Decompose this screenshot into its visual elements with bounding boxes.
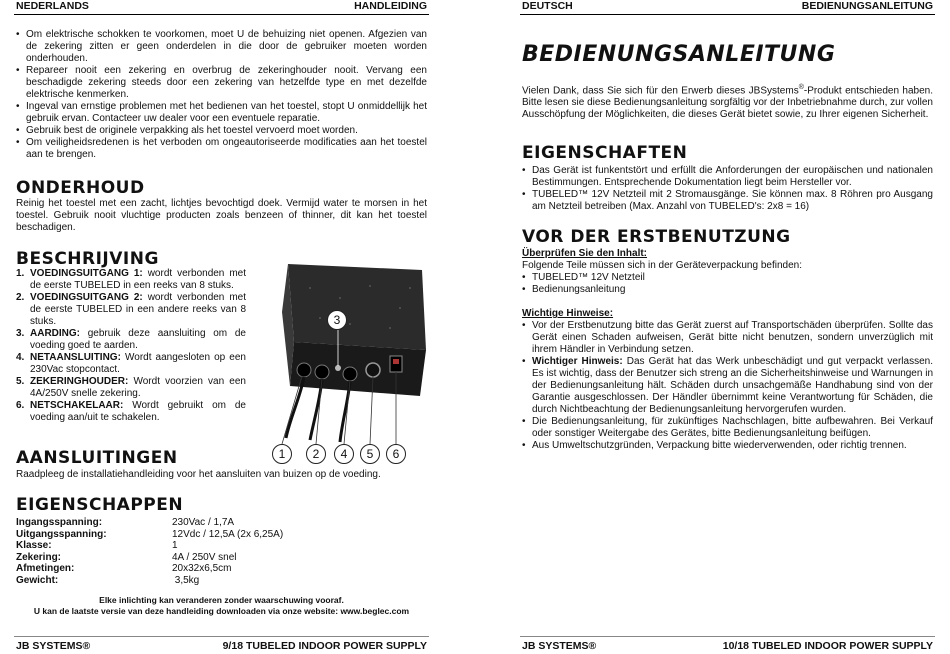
erstbenutzung-content — [522, 248, 933, 452]
onderhoud-text: Reinig het toestel met een zacht, lichtjes bevochtigd doek. Vermijd water te morsen in het toestel. Gebruik nooit vluchtige producten zoals benzeen of thinner, dit kan het toestel beschadigen. — [16, 198, 427, 233]
list-item: • Om veiligheidsredenen is het verboden om ongeautoriseerde modificaties aan het toestel aan te brengen. — [16, 137, 427, 161]
callout-1: 1 — [272, 444, 292, 464]
header-title: HANDLEIDING — [354, 0, 427, 12]
footer-page: 9/18 TUBELED INDOOR POWER SUPPLY — [222, 640, 427, 652]
table-row: Gewicht: 3,5kg — [16, 574, 200, 586]
notice-line-1: Elke inlichting kan veranderen zonder waarschuwing vooraf. — [99, 595, 344, 605]
table-row: Uitgangsspanning: 12Vdc / 12,5A (2x 6,25A) — [16, 528, 284, 540]
callout-4: 4 — [334, 444, 354, 464]
callout-5: 5 — [360, 444, 380, 464]
check-title: Überprüfen Sie den Inhalt: — [522, 248, 648, 259]
eigenschaften-list — [522, 165, 933, 213]
list-item: 3. AARDING: gebruik deze aansluiting om de voeding goed te aarden. — [16, 328, 246, 351]
eigenschappen-heading: EIGENSCHAPPEN — [16, 495, 184, 515]
list-item: 4. NETAANSLUITING: Wordt aangesloten op een 230Vac stopcontact. — [16, 352, 246, 375]
list-item: 5. ZEKERINGHOUDER: Wordt voorzien van een 4A/250V snelle zekering. — [16, 376, 246, 399]
intro-text: Vielen Dank, dass Sie sich für den Erwerb dieses JBSystems®-Produkt entschieden haben. Bitte lesen sie diese Bedienungsanleitung sorgfältig vor der Inbetriebnahme durch, zur vollen Ausschöpfung der Möglichkeiten, die dieses Gerät bietet sowie, zu Ihrer eigenen Sicherheit. — [522, 84, 933, 121]
list-item: 2. VOEDINGSUITGANG 2: wordt verbonden met de eerste TUBELED in een andere reeks van 8 stuks. — [16, 292, 246, 327]
eigenschaften-heading: EIGENSCHAFTEN — [522, 143, 688, 163]
callout-3: 3 — [327, 310, 347, 330]
list-item: • TUBELED™ 12V Netzteil mit 2 Stromausgänge. Sie können max. 8 Röhren pro Ausgang am Netzteil betreiben (Max. Anzahl von TUBELED's: 2x8 = 16) — [522, 189, 933, 213]
hints-title: Wichtige Hinweise: — [522, 308, 614, 319]
footer-brand: JB SYSTEMS® — [522, 640, 597, 652]
beschrijving-list — [16, 268, 246, 424]
footer-page: 10/18 TUBELED INDOOR POWER SUPPLY — [722, 640, 933, 652]
page-footer — [520, 636, 935, 652]
list-item: • Ingeval van ernstige problemen met het bedienen van het toestel, stopt U onmiddellijk het gebruik ervan. Contacteer uw dealer voor een eventuele reparatie. — [16, 101, 427, 125]
beschrijving-heading: BESCHRIJVING — [16, 249, 159, 269]
power-supply-figure — [250, 258, 430, 466]
page-footer — [14, 636, 429, 652]
list-item: • Die Bedienungsanleitung, für zukünftiges Nachschlagen, bitte aufbewahren. Bei Verkauf oder sonstiger Weitergabe des Gerätes, bitte Bedienungsanleitung beifügen. — [522, 416, 933, 440]
list-item: • Om elektrische schokken te voorkomen, moet U de behuizing niet openen. Afgezien van de zekering zitten er geen onderdelen in die door de gebruiker moeten worden onderhouden. — [16, 29, 427, 65]
list-item: • Repareer nooit een zekering en overbrug de zekeringhouder nooit. Vervang een beschadigde zekering steeds door een zekering van hetzelfde type en met dezelfde elektrische kenmerken. — [16, 65, 427, 101]
right-page — [520, 0, 935, 654]
callout-6: 6 — [386, 444, 406, 464]
list-item: 1. VOEDINGSUITGANG 1: wordt verbonden met de eerste TUBELED in een reeks van 8 stuks. — [16, 268, 246, 291]
power-supply-illustration — [250, 258, 430, 466]
header-title: BEDIENUNGSANLEITUNG — [801, 0, 933, 12]
erstbenutzung-heading: VOR DER ERSTBENUTZUNG — [522, 227, 791, 247]
main-title: BEDIENUNGSANLEITUNG — [522, 42, 836, 67]
list-item: • Aus Umweltschutzgründen, Verpackung bitte wiederverwenden, oder richtig trennen. — [522, 440, 933, 452]
table-row: Zekering: 4A / 250V snel — [16, 551, 237, 563]
footer-brand: JB SYSTEMS® — [16, 640, 91, 652]
list-item: • Gebruik best de originele verpakking als het toestel vervoerd moet worden. — [16, 125, 427, 137]
header-language: NEDERLANDS — [16, 0, 89, 12]
callout-2: 2 — [306, 444, 326, 464]
list-item: • Wichtiger Hinweis: Das Gerät hat das Werk unbeschädigt und gut verpackt verlassen. Es ist wichtig, dass der Benutzer sich streng an die Sicherheitshinweise und Warnungen in der Bedienungsanleitung hält. Schäden durch unsachgemäße Handhabung sind von der Garantie ausgeschlossen. Der Händler übernimmt keine Verantwortung für Schäden, die durch Nichtbeachtung der Bedienungsanleitung hervorgerufen wurden. — [522, 356, 933, 416]
aansluitingen-heading: AANSLUITINGEN — [16, 448, 178, 468]
aansluitingen-text: Raadpleeg de installatiehandleiding voor het aansluiten van buizen op de voeding. — [16, 469, 381, 480]
safety-bullets — [16, 29, 427, 161]
list-item: • Bedienungsanleitung — [522, 284, 933, 296]
page-header — [520, 0, 935, 15]
specs-table — [16, 517, 283, 586]
table-row: Klasse: 1 — [16, 540, 178, 551]
list-item: • Vor der Erstbenutzung bitte das Gerät zuerst auf Transportschäden überprüfen. Sollte das Gerät einen Schaden aufweisen, Gerät bitte nicht benutzen, sondern unverzüglich mit ihrem Händler in Verbindung setzen. — [522, 320, 933, 356]
header-language: DEUTSCH — [522, 0, 573, 12]
notice-line-2: U kan de laatste versie van deze handleiding downloaden via onze website: www.beglec.com — [33, 606, 410, 616]
list-item: • Das Gerät ist funkentstört und erfüllt die Anforderungen der europäischen und nationalen Bestimmungen. Entsprechende Dokumentation liegt beim Hersteller vor. — [522, 165, 933, 189]
list-item: 6. NETSCHAKELAAR: Wordt gebruikt om de voeding aan/uit te schakelen. — [16, 400, 246, 423]
list-item: • TUBELED™ 12V Netzteil — [522, 272, 933, 284]
notice — [14, 595, 429, 617]
check-text: Folgende Teile müssen sich in der Geräteverpackung befinden: — [522, 260, 802, 271]
left-page — [14, 0, 429, 654]
table-row: Afmetingen: 20x32x6,5cm — [16, 563, 232, 574]
onderhoud-heading: ONDERHOUD — [16, 178, 145, 198]
table-row: Ingangsspanning: 230Vac / 1,7A — [16, 517, 235, 528]
page-header — [14, 0, 429, 15]
